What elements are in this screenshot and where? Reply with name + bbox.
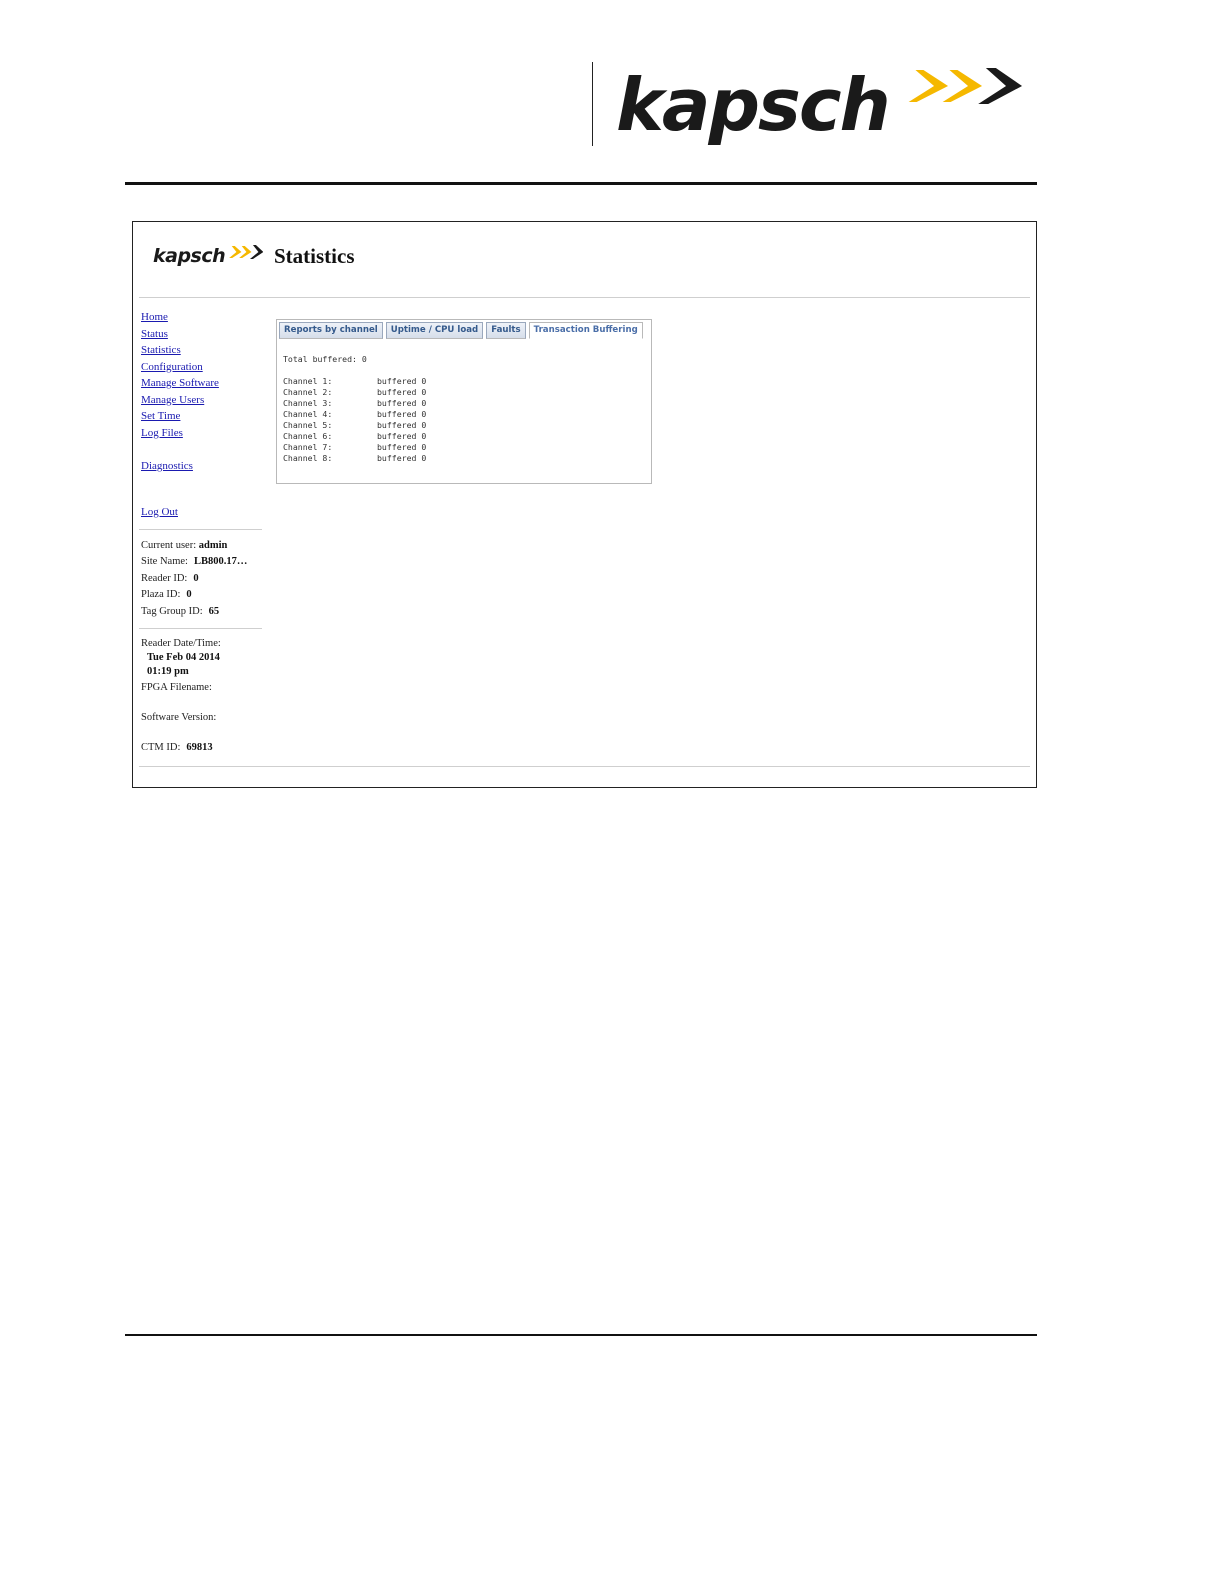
kapsch-logo [612, 58, 1032, 154]
footer-rule [125, 1334, 1037, 1336]
fpga-filename-label: FPGA Filename: [141, 682, 212, 693]
channel-row [283, 387, 426, 398]
nav-link-home[interactable]: Home [141, 311, 168, 323]
channel-buffered-value: buffered 0 [377, 453, 427, 463]
svg-text:kapsch: kapsch [153, 245, 226, 267]
site-name-value: LB800.17… [193, 556, 248, 567]
total-buffered: Total buffered: 0 [283, 354, 367, 364]
nav-link-configuration[interactable]: Configuration [141, 360, 203, 373]
channel-buffered-value: buffered 0 [377, 420, 427, 430]
tab-reports-by-channel[interactable]: Reports by channel [279, 322, 383, 339]
channel-label: Channel 2: [283, 387, 333, 397]
current-user-value: admin [198, 540, 228, 551]
channel-buffered-value: buffered 0 [377, 376, 427, 386]
nav-link-manage-users[interactable]: Manage Users [141, 393, 205, 406]
channel-label: Channel 6: [283, 431, 333, 441]
tag-group-value: 65 [208, 606, 220, 617]
nav-link-statistics[interactable]: Statistics [141, 344, 181, 356]
header-divider [592, 62, 593, 146]
tab-faults[interactable]: Faults [486, 322, 525, 339]
channel-row [283, 442, 426, 453]
channel-label: Channel 5: [283, 420, 333, 430]
ctm-id-row: CTM ID: 69813 [141, 742, 213, 753]
reader-id-row: Reader ID: 0 [141, 573, 199, 584]
tab-uptime-cpu-load[interactable]: Uptime / CPU load [386, 322, 483, 339]
reader-id-value: 0 [193, 573, 199, 584]
transaction-buffering-content [283, 354, 426, 464]
app-kapsch-logo [151, 240, 263, 270]
logout-link[interactable]: Log Out [141, 506, 178, 518]
channel-label: Channel 4: [283, 409, 333, 419]
logo-chevrons-icon [909, 68, 1026, 104]
channel-row [283, 376, 426, 387]
channel-label: Channel 7: [283, 442, 333, 452]
web-ui-screenshot [132, 221, 1037, 788]
channel-row [283, 398, 426, 409]
plaza-id-value: 0 [186, 589, 192, 600]
channel-buffered-value: buffered 0 [377, 431, 427, 441]
channel-list [283, 376, 426, 464]
page-title: Statistics [274, 244, 355, 268]
footer-separator [139, 766, 1030, 767]
channel-row [283, 431, 426, 442]
tab-bar [279, 322, 646, 339]
logo-wordmark: kapsch [616, 63, 889, 147]
sidebar-nav [141, 309, 266, 475]
channel-buffered-value: buffered 0 [377, 398, 427, 408]
channel-buffered-value: buffered 0 [377, 387, 427, 397]
plaza-id-row: Plaza ID: 0 [141, 589, 192, 600]
channel-label: Channel 3: [283, 398, 333, 408]
reader-date-value: Tue Feb 04 2014 [147, 652, 220, 663]
sidebar-separator-2 [139, 628, 262, 629]
ctm-id-value: 69813 [186, 742, 213, 753]
site-name-row: Site Name: LB800.17… [141, 556, 248, 567]
nav-link-diagnostics[interactable]: Diagnostics [141, 460, 193, 472]
channel-row [283, 420, 426, 431]
sidebar-separator [139, 529, 262, 530]
statistics-tabs-panel [276, 319, 652, 484]
nav-link-manage-software[interactable]: Manage Software [141, 377, 219, 389]
current-user-row: Current user: admin [141, 540, 228, 551]
channel-label: Channel 1: [283, 376, 333, 386]
tab-transaction-buffering[interactable]: Transaction Buffering [529, 322, 643, 339]
channel-buffered-value: buffered 0 [377, 442, 427, 452]
channel-row [283, 409, 426, 420]
reader-time-value: 01:19 pm [147, 666, 189, 677]
software-version-label: Software Version: [141, 712, 217, 723]
channel-buffered-value: buffered 0 [377, 409, 427, 419]
channel-label: Channel 8: [283, 453, 333, 463]
app-logo-chevrons-icon [229, 245, 263, 259]
tag-group-row: Tag Group ID: 65 [141, 606, 220, 617]
nav-link-set-time[interactable]: Set Time [141, 410, 181, 422]
reader-datetime-label: Reader Date/Time: [141, 638, 221, 649]
header-rule [125, 182, 1037, 185]
nav-link-log-files[interactable]: Log Files [141, 426, 183, 439]
channel-row [283, 453, 426, 464]
nav-link-status[interactable]: Status [141, 327, 168, 340]
header-separator [139, 297, 1030, 298]
